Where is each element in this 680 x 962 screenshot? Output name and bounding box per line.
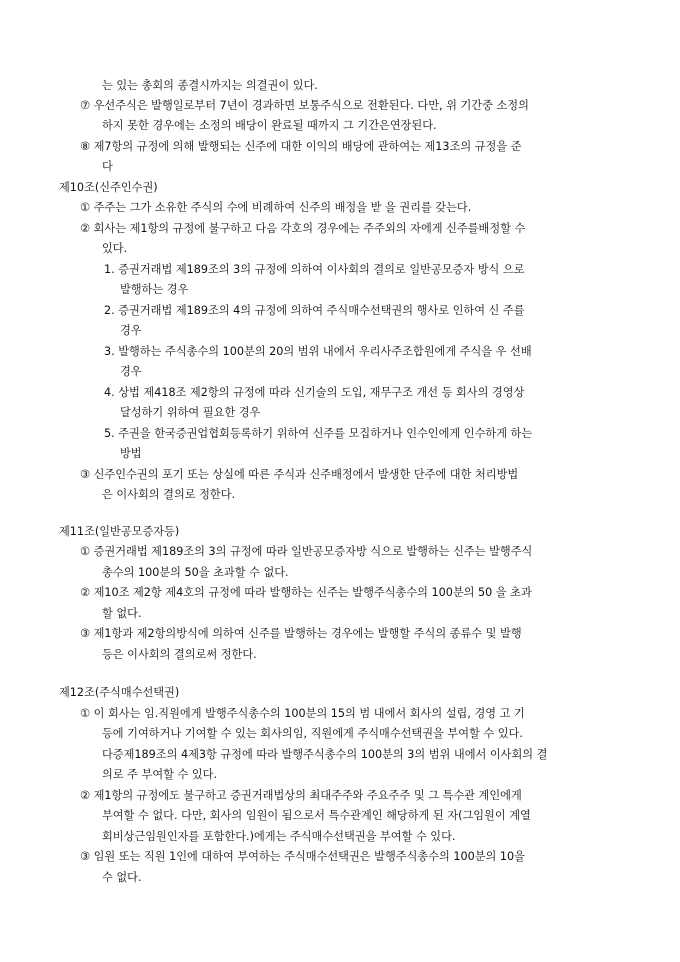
list-item-3: 3. 발행하는 주식총수의 100분의 20의 범위 내에서 우리사주조합원에게 주식을 우 선배 bbox=[104, 345, 532, 358]
text-line: 발행하는 경우 bbox=[120, 283, 189, 296]
list-item-5: 5. 주권을 한국증권업협회등록하기 위하여 신주를 모집하거나 인수인에게 인수하게 하는 bbox=[104, 427, 533, 440]
paragraph-3: ③ 임원 또는 직원 1인에 대하여 부여하는 주식매수선택권은 발행주식총수의 100분의 10을 bbox=[80, 850, 525, 863]
paragraph-1: ① 증권거래법 제189조의 3의 규정에 따라 일반공모증자방 식으로 발행하는 신주는 발행주식 bbox=[80, 545, 533, 558]
text-line: 경우 bbox=[120, 324, 142, 337]
article-11-heading: 제11조(일반공모증자등) bbox=[59, 525, 180, 538]
text-line: 할 없다. bbox=[102, 607, 142, 620]
text-line: 회비상근임원인자를 포함한다.)에게는 주식매수선택권을 부여할 수 있다. bbox=[102, 830, 456, 843]
paragraph-3: ③ 신주인수권의 포기 또는 상실에 따른 주식과 신주배정에서 발생한 단주에 대한 처리방법 bbox=[80, 468, 519, 481]
paragraph-7: ⑦ 우선주식은 발행일로부터 7년이 경과하면 보통주식으로 전환된다. 다만, 위 기간중 소정의 bbox=[80, 99, 529, 112]
text-line: 다 bbox=[102, 160, 113, 173]
text-line: 달성하기 위하여 필요한 경우 bbox=[120, 406, 261, 419]
paragraph-1: ① 주주는 그가 소유한 주식의 수에 비례하여 신주의 배정을 받 을 권리를 갖는다. bbox=[80, 201, 472, 214]
paragraph-3: ③ 제1항과 제2항의방식에 의하여 신주를 발행하는 경우에는 발행할 주식의 종류수 및 발행 bbox=[80, 627, 522, 640]
text-line: 는 있는 총회의 종결시까지는 의결권이 있다. bbox=[102, 79, 318, 92]
text-line: 은 이사회의 결의로 정한다. bbox=[102, 488, 236, 501]
list-item-2: 2. 증권거래법 제189조의 4의 규정에 의하여 주식매수선택권의 행사로 인하여 신 주를 bbox=[104, 304, 525, 317]
paragraph-2: ② 제10조 제2항 제4호의 규정에 따라 발행하는 신주는 발행주식총수의 100분의 50 을 초과 bbox=[80, 586, 532, 599]
paragraph-1: ① 이 회사는 임.직원에게 발행주식총수의 100분의 15의 범 내에서 회사의 설립, 경영 고 기 bbox=[80, 707, 525, 720]
text-line: 하지 못한 경우에는 소정의 배당이 완료될 때까지 그 기간은연장된다. bbox=[102, 119, 437, 132]
text-line: 의로 주 부여할 수 있다. bbox=[102, 768, 218, 781]
paragraph-2: ② 제1항의 규정에도 불구하고 증권거래법상의 최대주주와 주요주주 및 그 특수관 계인에게 bbox=[80, 789, 522, 802]
paragraph-8: ⑧ 제7항의 규정에 의해 발행되는 신주에 대한 이익의 배당에 관하여는 제13조의 규정을 준 bbox=[80, 140, 522, 153]
text-line: 있다. bbox=[102, 242, 128, 255]
list-item-1: 1. 증권거래법 제189조의 3의 규정에 의하여 이사회의 결의로 일반공모증자 방식 으로 bbox=[104, 263, 525, 276]
article-12-heading: 제12조(주식매수선택권) bbox=[59, 686, 180, 699]
text-line: 부여할 수 없다. 다만, 회사의 임원이 됨으로서 특수관계인 해당하게 된 자(그임원이 계열 bbox=[102, 809, 531, 822]
text-line: 다증제189조의 4제3항 규정에 따라 발행주식총수의 100분의 3의 범위 내에서 이사회의 결 bbox=[102, 748, 548, 761]
paragraph-2: ② 회사는 제1항의 규정에 불구하고 다음 각호의 경우에는 주주외의 자에게 신주를배정할 수 bbox=[80, 222, 526, 235]
text-line: 총수의 100분의 50을 초과할 수 없다. bbox=[102, 566, 289, 579]
article-10-heading: 제10조(신주인수권) bbox=[59, 181, 158, 194]
text-line: 경우 bbox=[120, 365, 142, 378]
text-line: 방법 bbox=[120, 447, 142, 460]
text-line: 등에 기여하거나 기여할 수 있는 회사의임, 직원에게 주식매수선택권을 부여할 수 있다. bbox=[102, 727, 523, 740]
list-item-4: 4. 상법 제418조 제2항의 규정에 따라 신기술의 도입, 재무구조 개선 등 회사의 경영상 bbox=[104, 386, 525, 399]
text-line: 수 없다. bbox=[102, 871, 142, 884]
text-line: 등은 이사회의 결의로써 정한다. bbox=[102, 648, 257, 661]
